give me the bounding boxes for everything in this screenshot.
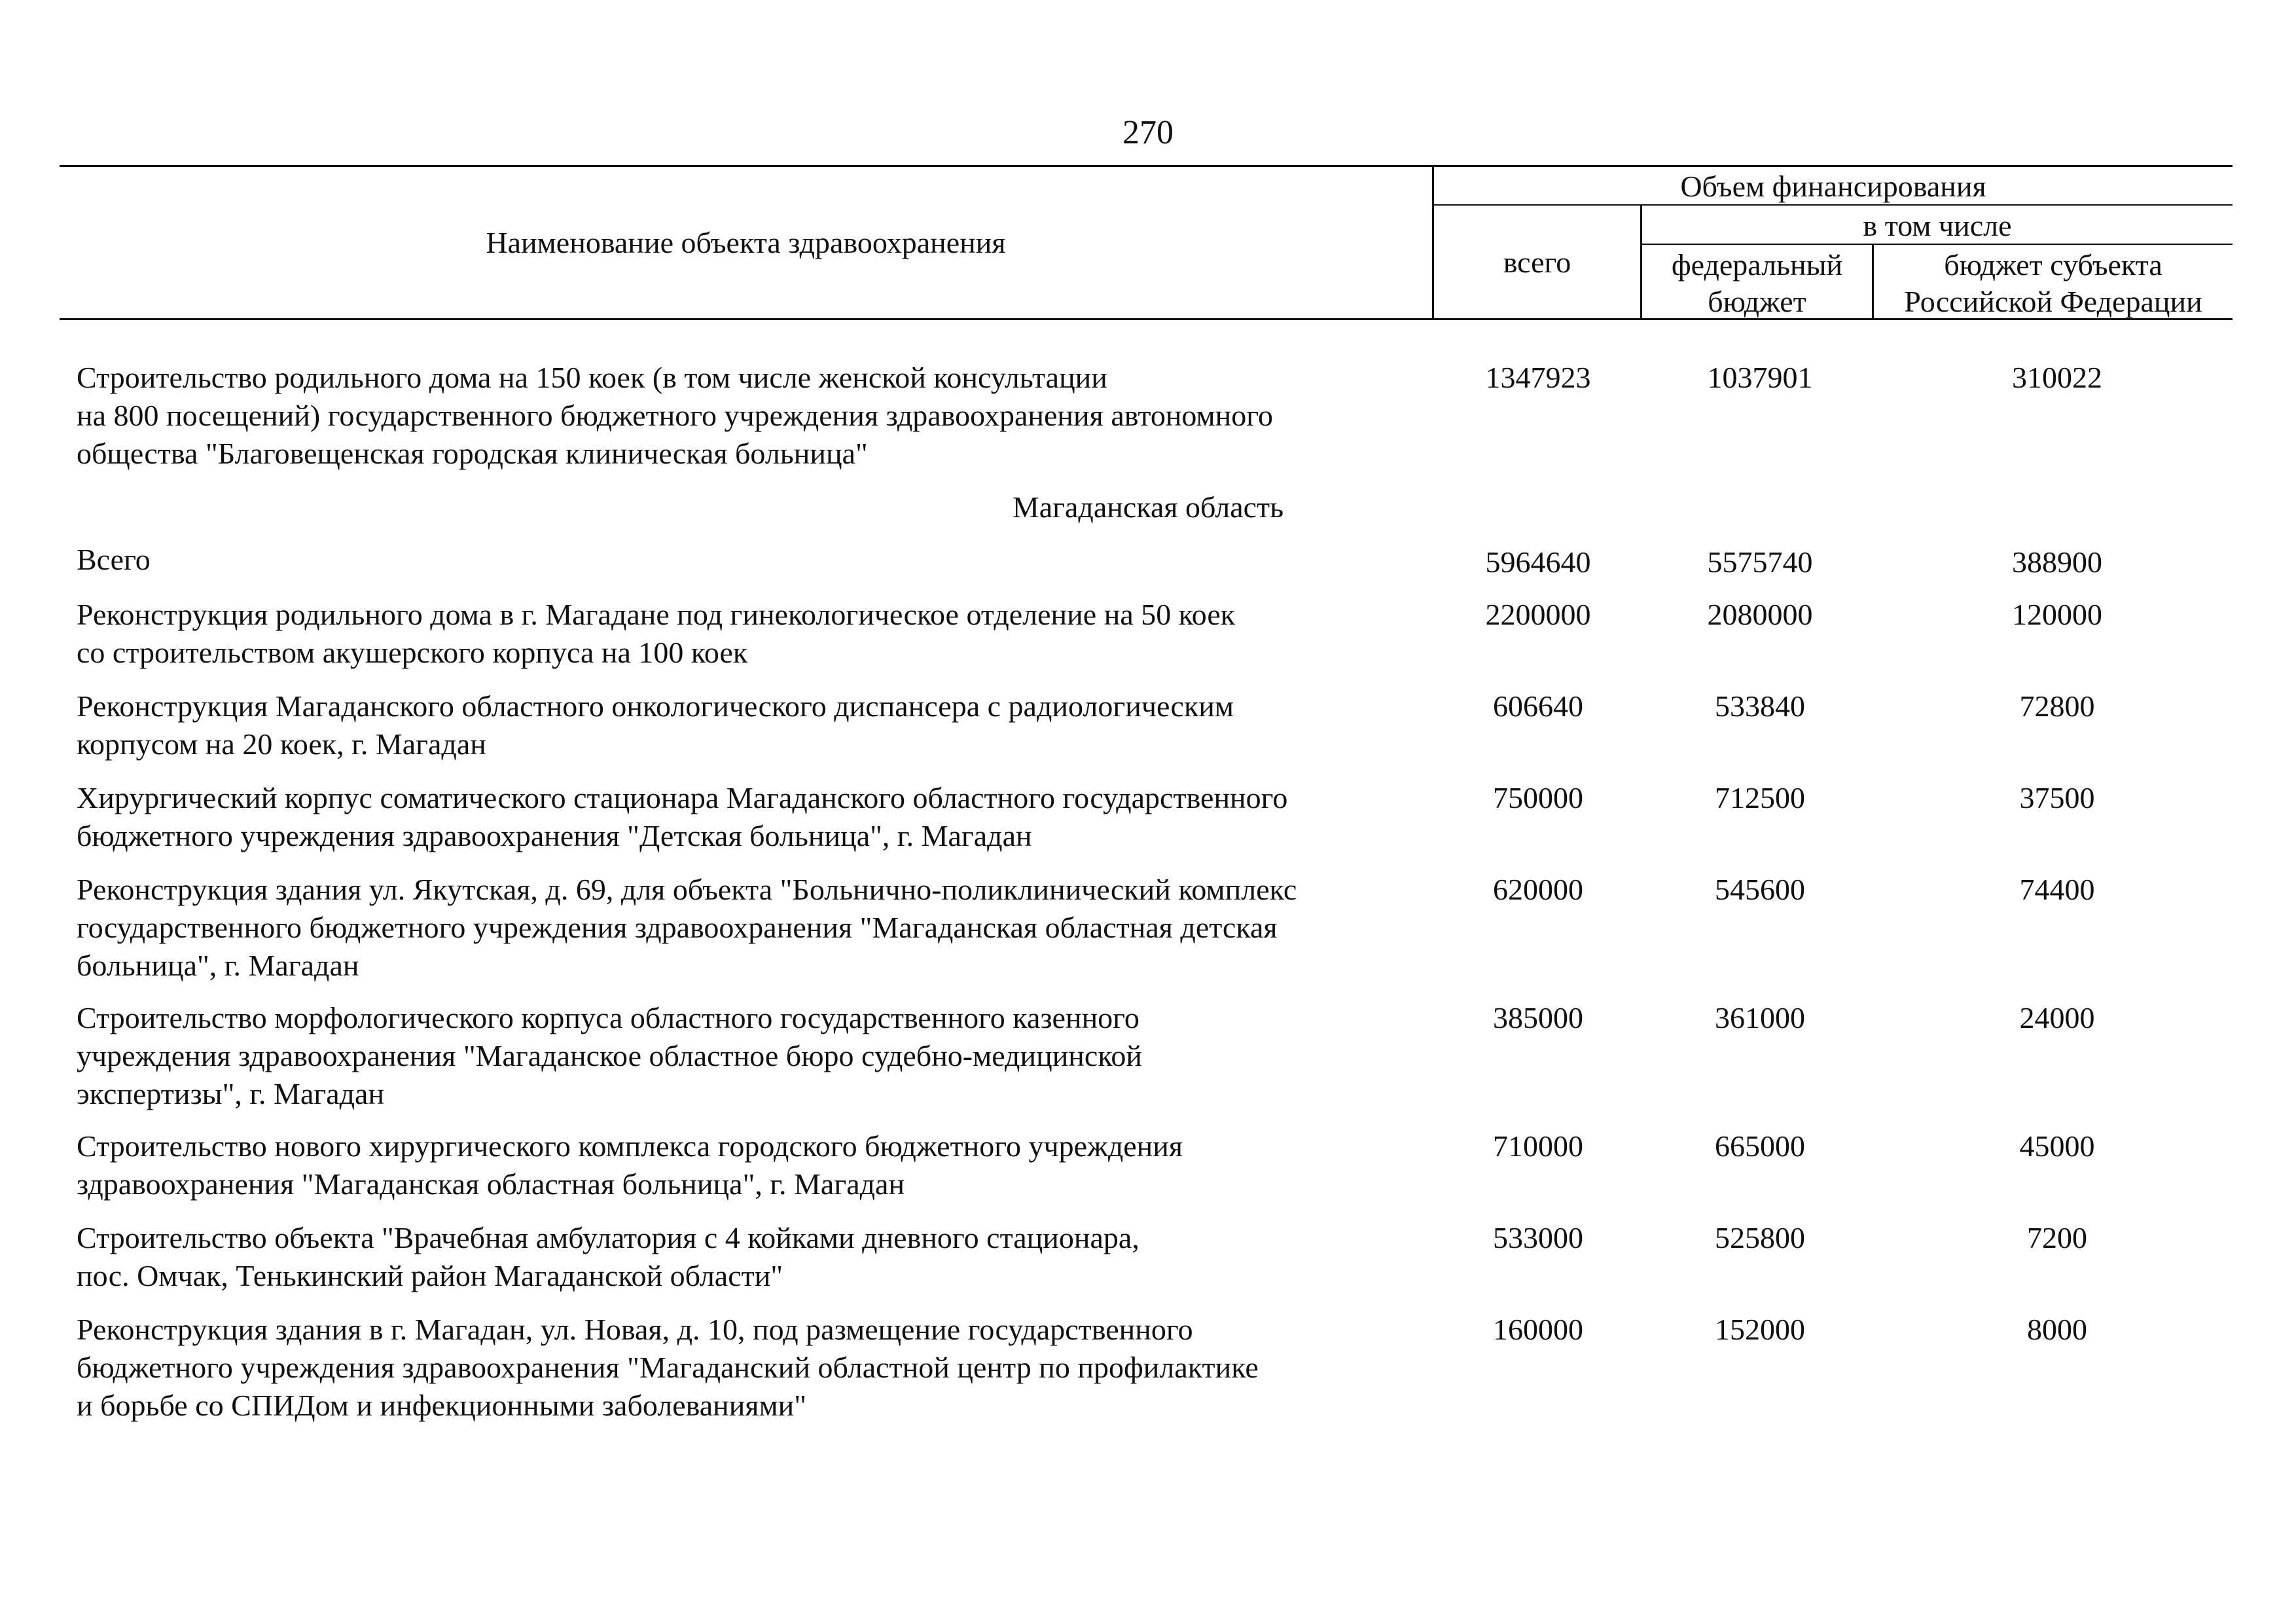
header-total: всего [1503, 246, 1571, 279]
row-federal: 152000 [1715, 1313, 1805, 1346]
row-name-line: Реконструкция родильного дома в г. Магадане под гинекологическое отделение на 50 коек [77, 598, 1236, 631]
row-name-line: Строительство морфологического корпуса областного государственного казенного [77, 1001, 1139, 1034]
header-funding-group: Объем финансирования [1680, 170, 1986, 203]
row-name-line: Строительство нового хирургического комплекса городского бюджетного учреждения [77, 1129, 1183, 1163]
row-name [77, 1311, 1431, 1425]
row-name-line: со строительством акушерского корпуса на 100 коек [77, 636, 748, 669]
row-name [77, 1127, 1431, 1203]
header-top-rule [60, 165, 2233, 167]
row-total: 533000 [1493, 1221, 1583, 1254]
row-subject: 120000 [2012, 598, 2102, 631]
row-name-line: Хирургический корпус соматического стационара Магаданского областного государственного [77, 781, 1288, 814]
row-name-line: Всего [77, 543, 151, 576]
row-federal: 533840 [1715, 689, 1805, 723]
row-name-line: государственного бюджетного учреждения здравоохранения "Магаданская областная детская [77, 911, 1278, 944]
row-total: 2200000 [1485, 598, 1591, 631]
row-subject: 74400 [2019, 873, 2095, 906]
row-federal: 525800 [1715, 1221, 1805, 1254]
row-subject: 72800 [2019, 689, 2095, 723]
row-total: 750000 [1493, 781, 1583, 814]
row-name-line: на 800 посещений) государственного бюджетного учреждения здравоохранения автономного [77, 399, 1274, 432]
row-name [77, 541, 1431, 579]
row-subject: 8000 [2027, 1313, 2087, 1346]
header-name-column: Наименование объекта здравоохранения [486, 226, 1006, 259]
header-subject-line1: бюджет субъекта [1944, 248, 2162, 282]
row-federal: 712500 [1715, 781, 1805, 814]
row-total: 1347923 [1485, 361, 1591, 394]
row-federal: 545600 [1715, 873, 1805, 906]
row-total: 620000 [1493, 873, 1583, 906]
row-name-line: бюджетного учреждения здравоохранения "Детская больница", г. Магадан [77, 819, 1032, 852]
row-subject: 24000 [2019, 1001, 2095, 1034]
header-including: в том числе [1863, 209, 2012, 242]
row-subject: 37500 [2019, 781, 2095, 814]
row-name [77, 596, 1431, 672]
page-number: 270 [1122, 114, 1174, 151]
region-title: Магаданская область [1012, 490, 1284, 524]
header-federal-line2: бюджет [1708, 285, 1806, 318]
row-total: 606640 [1493, 689, 1583, 723]
row-name-line: больница", г. Магадан [77, 949, 359, 982]
row-federal: 1037901 [1707, 361, 1813, 394]
row-name-line: Строительство родильного дома на 150 коек (в том числе женской консультации [77, 361, 1107, 394]
row-subject: 7200 [2027, 1221, 2087, 1254]
row-name [77, 871, 1431, 985]
row-subject: 388900 [2012, 545, 2102, 579]
row-name-line: Реконструкция здания в г. Магадан, ул. Новая, д. 10, под размещение государственного [77, 1313, 1193, 1346]
row-name [77, 779, 1431, 855]
row-name-line: пос. Омчак, Тенькинский район Магаданской области" [77, 1259, 783, 1292]
row-federal: 361000 [1715, 1001, 1805, 1034]
row-federal: 665000 [1715, 1129, 1805, 1163]
row-name-line: общества "Благовещенская городская клиническая больница" [77, 437, 868, 470]
row-name-line: Строительство объекта "Врачебная амбулатория с 4 койками дневного стационара, [77, 1221, 1139, 1254]
row-total: 385000 [1493, 1001, 1583, 1034]
row-federal: 2080000 [1707, 598, 1813, 631]
row-name [77, 359, 1431, 473]
row-name-line: учреждения здравоохранения "Магаданское областное бюро судебно-медицинской [77, 1039, 1142, 1072]
row-name [77, 999, 1431, 1113]
row-total: 5964640 [1485, 545, 1591, 579]
row-name [77, 1219, 1431, 1295]
row-federal: 5575740 [1707, 545, 1813, 579]
row-total: 160000 [1493, 1313, 1583, 1346]
row-subject: 310022 [2012, 361, 2102, 394]
row-name-line: бюджетного учреждения здравоохранения "Магаданский областной центр по профилактике [77, 1351, 1259, 1384]
row-name-line: экспертизы", г. Магадан [77, 1077, 385, 1110]
row-name-line: Реконструкция здания ул. Якутская, д. 69, для объекта "Больнично-поликлинический комплекс [77, 873, 1297, 906]
row-total: 710000 [1493, 1129, 1583, 1163]
row-name [77, 687, 1431, 763]
header-federal-line1: федеральный [1671, 248, 1843, 282]
header-subject-line2: Российской Федерации [1904, 285, 2202, 318]
row-name-line: корпусом на 20 коек, г. Магадан [77, 727, 486, 761]
row-name-line: здравоохранения "Магаданская областная больница", г. Магадан [77, 1167, 905, 1201]
row-name-line: Реконструкция Магаданского областного онкологического диспансера с радиологическим [77, 689, 1234, 723]
row-name-line: и борьбе со СПИДом и инфекционными заболеваниями" [77, 1389, 807, 1422]
row-subject: 45000 [2019, 1129, 2095, 1163]
